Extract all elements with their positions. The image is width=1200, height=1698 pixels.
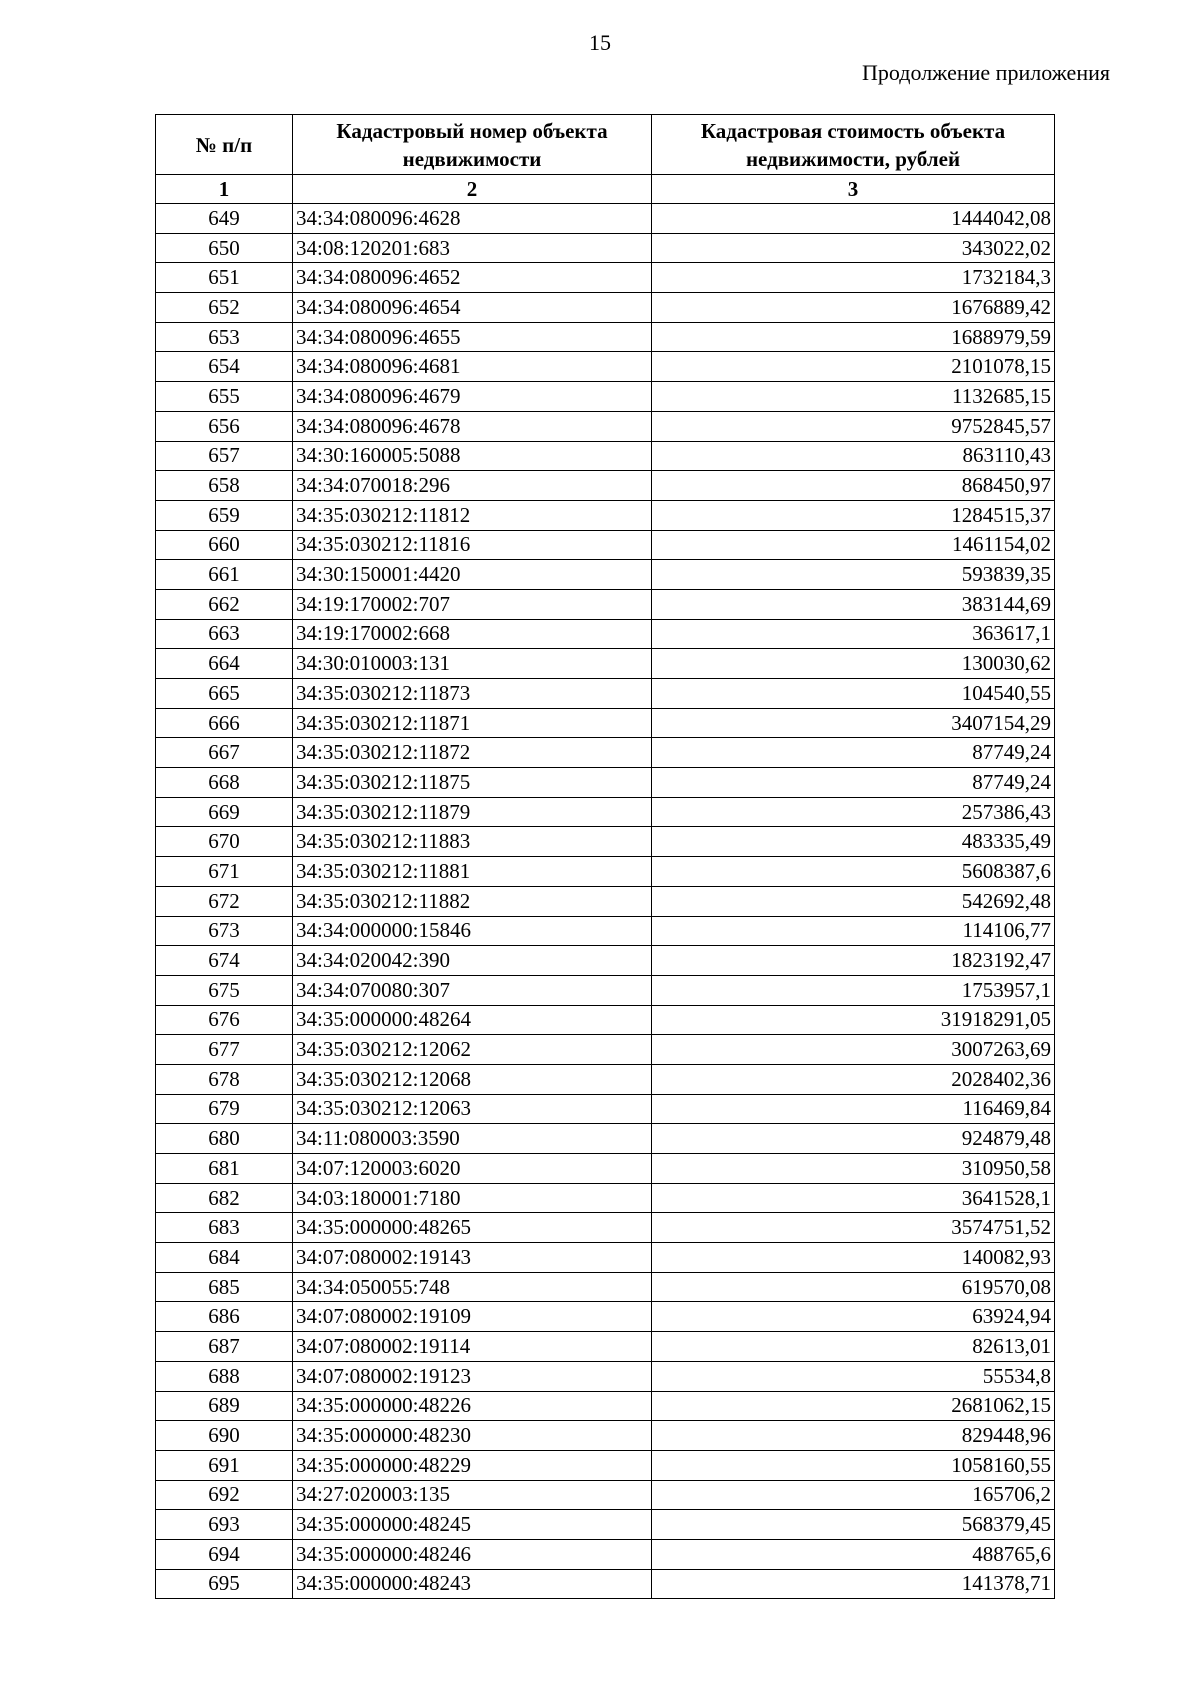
header-cadastral-number: Кадастровый номер объекта недвижимости [293,115,652,175]
table-row [156,1332,1055,1362]
table-row [156,1569,1055,1599]
table-row [156,1035,1055,1065]
cadastral-value-cell: 55534,8 [652,1361,1055,1391]
row-number-cell: 657 [156,441,293,471]
table-row [156,1272,1055,1302]
cadastral-value-cell: 1444042,08 [652,204,1055,234]
cadastral-value-cell: 863110,43 [652,441,1055,471]
cadastral-value-cell: 363617,1 [652,619,1055,649]
table-row [156,471,1055,501]
cadastral-number-cell: 34:34:080096:4652 [293,263,652,293]
table-row [156,886,1055,916]
cadastral-value-cell: 542692,48 [652,886,1055,916]
cadastral-value-cell: 1461154,02 [652,530,1055,560]
cadastral-value-cell: 1058160,55 [652,1450,1055,1480]
column-number-1: 1 [156,175,293,204]
row-number-cell: 650 [156,233,293,263]
row-number-cell: 677 [156,1035,293,1065]
cadastral-value-cell: 383144,69 [652,589,1055,619]
cadastral-value-table [155,114,1055,1599]
table-row [156,738,1055,768]
row-number-cell: 649 [156,204,293,234]
table-row [156,322,1055,352]
table-row [156,1539,1055,1569]
cadastral-number-cell: 34:35:030212:11882 [293,886,652,916]
cadastral-number-cell: 34:35:030212:11881 [293,857,652,887]
table-row [156,1094,1055,1124]
row-number-cell: 687 [156,1332,293,1362]
cadastral-value-cell: 165706,2 [652,1480,1055,1510]
cadastral-value-cell: 1676889,42 [652,293,1055,323]
row-number-cell: 689 [156,1391,293,1421]
cadastral-value-cell: 63924,94 [652,1302,1055,1332]
row-number-cell: 679 [156,1094,293,1124]
cadastral-number-cell: 34:35:000000:48264 [293,1005,652,1035]
cadastral-value-cell: 829448,96 [652,1421,1055,1451]
row-number-cell: 660 [156,530,293,560]
table-row [156,768,1055,798]
cadastral-value-cell: 1132685,15 [652,382,1055,412]
cadastral-value-cell: 1753957,1 [652,975,1055,1005]
cadastral-value-cell: 310950,58 [652,1154,1055,1184]
cadastral-number-cell: 34:35:000000:48229 [293,1450,652,1480]
cadastral-number-cell: 34:07:120003:6020 [293,1154,652,1184]
row-number-cell: 691 [156,1450,293,1480]
cadastral-value-cell: 87749,24 [652,738,1055,768]
column-number-row [156,175,1055,204]
table-row [156,1421,1055,1451]
row-number-cell: 670 [156,827,293,857]
row-number-cell: 694 [156,1539,293,1569]
cadastral-number-cell: 34:07:080002:19143 [293,1243,652,1273]
column-number-3: 3 [652,175,1055,204]
cadastral-number-cell: 34:08:120201:683 [293,233,652,263]
cadastral-value-cell: 140082,93 [652,1243,1055,1273]
table-row [156,352,1055,382]
row-number-cell: 658 [156,471,293,501]
row-number-cell: 654 [156,352,293,382]
row-number-cell: 656 [156,411,293,441]
row-number-cell: 683 [156,1213,293,1243]
cadastral-value-cell: 343022,02 [652,233,1055,263]
table-row [156,975,1055,1005]
cadastral-number-cell: 34:35:030212:12062 [293,1035,652,1065]
table-row [156,441,1055,471]
row-number-cell: 681 [156,1154,293,1184]
table-row [156,827,1055,857]
row-number-cell: 664 [156,649,293,679]
cadastral-number-cell: 34:35:030212:11873 [293,679,652,709]
row-number-cell: 672 [156,886,293,916]
cadastral-number-cell: 34:35:030212:11879 [293,797,652,827]
table-row [156,1243,1055,1273]
cadastral-value-cell: 31918291,05 [652,1005,1055,1035]
row-number-cell: 692 [156,1480,293,1510]
cadastral-number-cell: 34:11:080003:3590 [293,1124,652,1154]
cadastral-number-cell: 34:35:030212:11871 [293,708,652,738]
table-row [156,500,1055,530]
cadastral-number-cell: 34:07:080002:19123 [293,1361,652,1391]
cadastral-number-cell: 34:35:000000:48246 [293,1539,652,1569]
cadastral-value-cell: 130030,62 [652,649,1055,679]
row-number-cell: 695 [156,1569,293,1599]
cadastral-value-cell: 593839,35 [652,560,1055,590]
cadastral-number-cell: 34:34:050055:748 [293,1272,652,1302]
row-number-cell: 668 [156,768,293,798]
cadastral-number-cell: 34:34:080096:4679 [293,382,652,412]
cadastral-value-cell: 3641528,1 [652,1183,1055,1213]
table-row [156,1183,1055,1213]
table-row [156,1154,1055,1184]
cadastral-value-cell: 1284515,37 [652,500,1055,530]
cadastral-number-cell: 34:07:080002:19114 [293,1332,652,1362]
row-number-cell: 651 [156,263,293,293]
cadastral-value-cell: 5608387,6 [652,857,1055,887]
table-row [156,233,1055,263]
table-row [156,1213,1055,1243]
cadastral-value-cell: 1688979,59 [652,322,1055,352]
cadastral-value-cell: 924879,48 [652,1124,1055,1154]
cadastral-value-cell: 87749,24 [652,768,1055,798]
row-number-cell: 663 [156,619,293,649]
table-row [156,1302,1055,1332]
continuation-label: Продолжение приложения [862,60,1110,85]
row-number-cell: 688 [156,1361,293,1391]
cadastral-number-cell: 34:35:030212:11883 [293,827,652,857]
cadastral-number-cell: 34:19:170002:707 [293,589,652,619]
cadastral-number-cell: 34:07:080002:19109 [293,1302,652,1332]
table-row [156,1005,1055,1035]
row-number-cell: 678 [156,1064,293,1094]
cadastral-value-cell: 1732184,3 [652,263,1055,293]
column-number-2: 2 [293,175,652,204]
table-row [156,1450,1055,1480]
row-number-cell: 682 [156,1183,293,1213]
cadastral-value-cell: 3007263,69 [652,1035,1055,1065]
cadastral-value-cell: 141378,71 [652,1569,1055,1599]
table-row [156,1064,1055,1094]
cadastral-number-cell: 34:35:000000:48265 [293,1213,652,1243]
cadastral-number-cell: 34:35:030212:12063 [293,1094,652,1124]
table-row [156,589,1055,619]
table-row [156,1124,1055,1154]
cadastral-number-cell: 34:34:080096:4681 [293,352,652,382]
cadastral-number-cell: 34:34:080096:4654 [293,293,652,323]
table-header-row [156,115,1055,175]
row-number-cell: 662 [156,589,293,619]
table-row [156,204,1055,234]
cadastral-number-cell: 34:30:010003:131 [293,649,652,679]
row-number-cell: 680 [156,1124,293,1154]
cadastral-number-cell: 34:34:020042:390 [293,946,652,976]
row-number-cell: 669 [156,797,293,827]
row-number-cell: 661 [156,560,293,590]
row-number-cell: 693 [156,1510,293,1540]
cadastral-value-cell: 104540,55 [652,679,1055,709]
cadastral-number-cell: 34:35:030212:11816 [293,530,652,560]
cadastral-number-cell: 34:35:030212:11875 [293,768,652,798]
table-row [156,946,1055,976]
table-row [156,649,1055,679]
row-number-cell: 676 [156,1005,293,1035]
cadastral-number-cell: 34:35:000000:48230 [293,1421,652,1451]
row-number-cell: 667 [156,738,293,768]
table-row [156,679,1055,709]
table-body [156,204,1055,1599]
cadastral-number-cell: 34:34:000000:15846 [293,916,652,946]
cadastral-value-cell: 568379,45 [652,1510,1055,1540]
table-row [156,560,1055,590]
row-number-cell: 653 [156,322,293,352]
row-number-cell: 686 [156,1302,293,1332]
cadastral-number-cell: 34:35:030212:12068 [293,1064,652,1094]
cadastral-value-cell: 868450,97 [652,471,1055,501]
cadastral-value-cell: 257386,43 [652,797,1055,827]
table-row [156,1510,1055,1540]
row-number-cell: 665 [156,679,293,709]
row-number-cell: 652 [156,293,293,323]
cadastral-number-cell: 34:34:080096:4655 [293,322,652,352]
row-number-cell: 690 [156,1421,293,1451]
row-number-cell: 671 [156,857,293,887]
table-row [156,263,1055,293]
table-row [156,1391,1055,1421]
table-row [156,857,1055,887]
row-number-cell: 674 [156,946,293,976]
row-number-cell: 659 [156,500,293,530]
cadastral-number-cell: 34:35:000000:48245 [293,1510,652,1540]
header-cadastral-value: Кадастровая стоимость объекта недвижимости, рублей [652,115,1055,175]
cadastral-number-cell: 34:35:030212:11872 [293,738,652,768]
cadastral-value-cell: 483335,49 [652,827,1055,857]
row-number-cell: 685 [156,1272,293,1302]
cadastral-value-cell: 1823192,47 [652,946,1055,976]
cadastral-number-cell: 34:03:180001:7180 [293,1183,652,1213]
cadastral-value-cell: 3574751,52 [652,1213,1055,1243]
cadastral-value-cell: 3407154,29 [652,708,1055,738]
cadastral-number-cell: 34:34:070080:307 [293,975,652,1005]
table-row [156,382,1055,412]
row-number-cell: 675 [156,975,293,1005]
table-row [156,1480,1055,1510]
cadastral-value-cell: 9752845,57 [652,411,1055,441]
cadastral-number-cell: 34:30:150001:4420 [293,560,652,590]
cadastral-value-cell: 82613,01 [652,1332,1055,1362]
row-number-cell: 673 [156,916,293,946]
page-number: 15 [589,30,611,55]
cadastral-value-cell: 2681062,15 [652,1391,1055,1421]
table-row [156,1361,1055,1391]
cadastral-number-cell: 34:35:000000:48226 [293,1391,652,1421]
cadastral-value-cell: 2101078,15 [652,352,1055,382]
table-row [156,916,1055,946]
row-number-cell: 655 [156,382,293,412]
cadastral-value-cell: 114106,77 [652,916,1055,946]
row-number-cell: 684 [156,1243,293,1273]
table-row [156,293,1055,323]
table-row [156,797,1055,827]
row-number-cell: 666 [156,708,293,738]
cadastral-value-cell: 116469,84 [652,1094,1055,1124]
cadastral-number-cell: 34:35:030212:11812 [293,500,652,530]
cadastral-value-cell: 619570,08 [652,1272,1055,1302]
cadastral-value-cell: 2028402,36 [652,1064,1055,1094]
cadastral-number-cell: 34:27:020003:135 [293,1480,652,1510]
table-row [156,708,1055,738]
table-row [156,411,1055,441]
cadastral-number-cell: 34:30:160005:5088 [293,441,652,471]
table-row [156,619,1055,649]
cadastral-number-cell: 34:34:080096:4678 [293,411,652,441]
cadastral-number-cell: 34:34:080096:4628 [293,204,652,234]
cadastral-value-cell: 488765,6 [652,1539,1055,1569]
table-row [156,530,1055,560]
header-row-number: № п/п [156,115,293,175]
cadastral-number-cell: 34:34:070018:296 [293,471,652,501]
cadastral-number-cell: 34:19:170002:668 [293,619,652,649]
cadastral-number-cell: 34:35:000000:48243 [293,1569,652,1599]
